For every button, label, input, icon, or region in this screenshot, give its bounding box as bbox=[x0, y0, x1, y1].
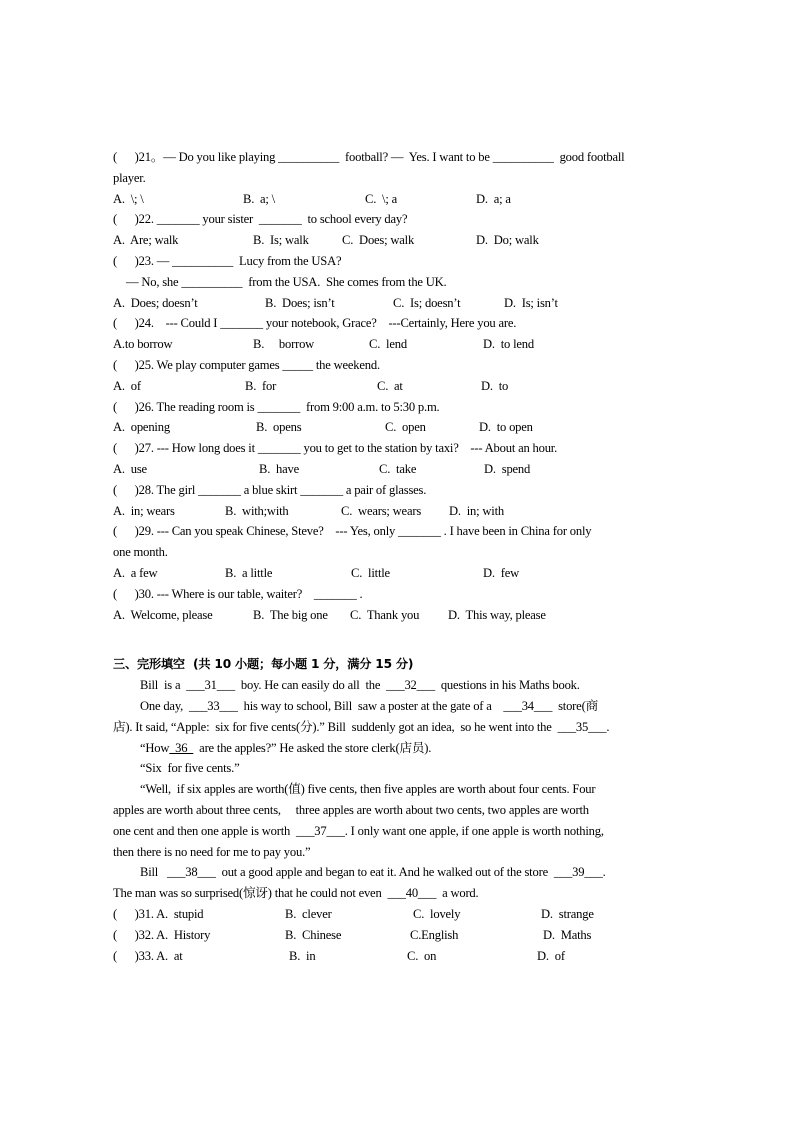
q30-option-a: A. Welcome, please bbox=[113, 608, 213, 622]
q21-option-c: C. \; a bbox=[365, 192, 397, 206]
passage-line bbox=[113, 824, 683, 838]
q21-option-d: D. a; a bbox=[476, 192, 511, 206]
q26-option-a: A. opening bbox=[113, 420, 170, 434]
q23-stem-cont: — No, she __________ from the USA. She comes from the UK. bbox=[126, 275, 447, 289]
q33-stem: ( )33. A. at bbox=[113, 949, 183, 963]
q25-option-b: B. for bbox=[245, 379, 277, 393]
passage-line bbox=[140, 741, 710, 755]
passage-text: “How bbox=[140, 741, 170, 755]
q31-stem: ( )31. A. stupid bbox=[113, 907, 204, 921]
q21-stem-cont: player. bbox=[113, 171, 146, 185]
q32-stem: ( )32. A. History bbox=[113, 928, 211, 942]
q24-option-c: C. lend bbox=[369, 337, 407, 351]
q25-option-a: A. of bbox=[113, 379, 141, 393]
passage-line: One day, ___33___ his way to school, Bill saw a poster at the gate of a ___34___ store(商 bbox=[140, 699, 598, 713]
q32-option-b: B. Chinese bbox=[285, 928, 342, 942]
q31-option-d: D. strange bbox=[541, 907, 594, 921]
q28-option-a: A. in; wears bbox=[113, 504, 175, 518]
q30-option-c: C. Thank you bbox=[350, 608, 420, 622]
q29-option-a: A. a few bbox=[113, 566, 158, 580]
passage-line: Bill ___38___ out a good apple and began to eat it. And he walked out of the store ___39___. bbox=[140, 865, 606, 879]
q23-option-a: A. Does; doesn’t bbox=[113, 296, 198, 310]
q21-option-a: A. \; \ bbox=[113, 192, 144, 206]
q29-stem-cont: one month. bbox=[113, 545, 168, 559]
q26-option-c: C. open bbox=[385, 420, 426, 434]
q33-option-c: C. on bbox=[407, 949, 437, 963]
passage-line: “Six for five cents.” bbox=[140, 761, 240, 775]
q22-option-a: A. Are; walk bbox=[113, 233, 179, 247]
section-heading: 三、完形填空 (共 10 小题；每小题 1 分，满分 15 分) bbox=[113, 657, 414, 671]
q27-option-d: D. spend bbox=[484, 462, 531, 476]
q30-option-d: D. This way, please bbox=[448, 608, 546, 622]
passage-line: 店). It said, “Apple: six for five cents(分).” Bill suddenly got an idea, so he went into the ___35___. bbox=[113, 720, 610, 734]
q26-option-d: D. to open bbox=[479, 420, 533, 434]
q30-stem: ( )30. --- Where is our table, waiter? _______ . bbox=[113, 587, 363, 601]
q22-options bbox=[113, 233, 683, 303]
q27-stem: ( )27. --- How long does it _______ you to get to the station by taxi? --- About an hour. bbox=[113, 441, 558, 455]
q28-options bbox=[113, 504, 683, 574]
q22-option-c: C. Does; walk bbox=[342, 233, 415, 247]
q29-option-c: C. little bbox=[351, 566, 390, 580]
q31-option-b: B. clever bbox=[285, 907, 332, 921]
passage-line: Bill is a ___31___ boy. He can easily do all the ___32___ questions in his Maths book. bbox=[140, 678, 580, 692]
q29-option-d: D. few bbox=[483, 566, 520, 580]
passage-line: apples are worth about three cents, three apples are worth about two cents, two apples are worth bbox=[113, 803, 589, 817]
q28-stem: ( )28. The girl _______ a blue skirt _______ a pair of glasses. bbox=[113, 483, 427, 497]
q33-row bbox=[113, 949, 683, 1019]
q24-stem: ( )24. --- Could I _______ your notebook, Grace? ---Certainly, Here you are. bbox=[113, 316, 517, 330]
q26-option-b: B. opens bbox=[256, 420, 302, 434]
q33-option-b: B. in bbox=[289, 949, 316, 963]
passage-line: then there is no need for me to pay you.” bbox=[113, 845, 311, 859]
q31-option-c: C. lovely bbox=[413, 907, 461, 921]
q23-option-d: D. Is; isn’t bbox=[504, 296, 558, 310]
q29-stem: ( )29. --- Can you speak Chinese, Steve? --- Yes, only _______ . I have been in China for only bbox=[113, 524, 592, 538]
q26-stem: ( )26. The reading room is _______ from 9:00 a.m. to 5:30 p.m. bbox=[113, 400, 440, 414]
q21-stem: ( )21。— Do you like playing __________ football? — Yes. I want to be __________ good football bbox=[113, 150, 625, 164]
blank-37: ___37___ bbox=[296, 824, 345, 838]
q27-option-c: C. take bbox=[379, 462, 417, 476]
q23-option-b: B. Does; isn’t bbox=[265, 296, 335, 310]
passage-line: The man was so surprised(惊讶) that he could not even ___40___ a word. bbox=[113, 886, 479, 900]
q21-option-b: B. a; \ bbox=[243, 192, 275, 206]
blank-36: 36 bbox=[169, 741, 194, 755]
q22-option-d: D. Do; walk bbox=[476, 233, 539, 247]
q23-option-c: C. Is; doesn’t bbox=[393, 296, 461, 310]
passage-text: are the apples?” He asked the store clerk(店员). bbox=[193, 741, 432, 755]
q28-option-b: B. with;with bbox=[225, 504, 289, 518]
q27-option-a: A. use bbox=[113, 462, 147, 476]
passage-text: one cent and then one apple is worth bbox=[113, 824, 296, 838]
passage-line: “Well, if six apples are worth(值) five cents, then five apples are worth about four cents. Four bbox=[140, 782, 596, 796]
q22-stem: ( )22. _______ your sister _______ to school every day? bbox=[113, 212, 408, 226]
q22-option-b: B. Is; walk bbox=[253, 233, 309, 247]
q23-stem: ( )23. — __________ Lucy from the USA? bbox=[113, 254, 342, 268]
q25-stem: ( )25. We play computer games _____ the weekend. bbox=[113, 358, 380, 372]
q24-option-b: B. borrow bbox=[253, 337, 315, 351]
q25-option-d: D. to bbox=[481, 379, 509, 393]
q25-option-c: C. at bbox=[377, 379, 403, 393]
passage-text: . I only want one apple, if one apple is worth nothing, bbox=[344, 824, 604, 838]
q24-option-d: D. to lend bbox=[483, 337, 534, 351]
q30-option-b: B. The big one bbox=[253, 608, 328, 622]
q28-option-c: C. wears; wears bbox=[341, 504, 422, 518]
q28-option-d: D. in; with bbox=[449, 504, 504, 518]
q29-option-b: B. a little bbox=[225, 566, 273, 580]
q32-option-d: D. Maths bbox=[543, 928, 592, 942]
q27-option-b: B. have bbox=[259, 462, 300, 476]
q33-option-d: D. of bbox=[537, 949, 565, 963]
q32-option-c: C.English bbox=[410, 928, 459, 942]
q24-option-a: A.to borrow bbox=[113, 337, 173, 351]
